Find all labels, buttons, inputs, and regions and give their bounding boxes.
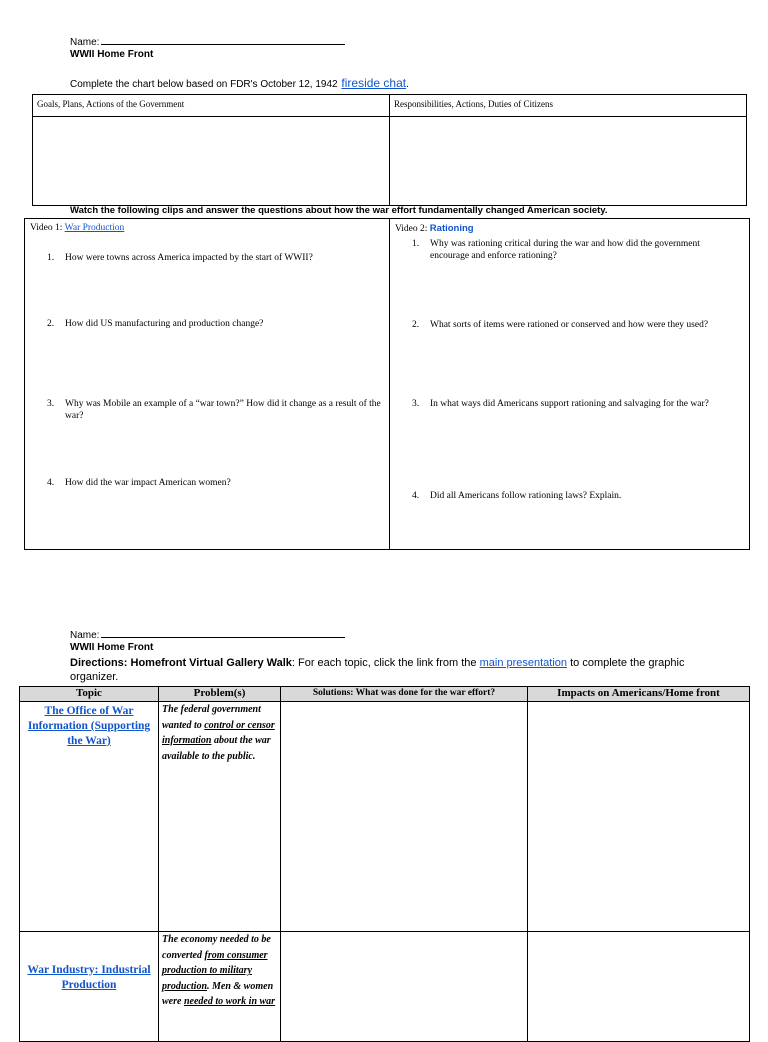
instruction-text: Complete the chart below based on FDR's October 12, 1942 [70,79,338,90]
underlined-phrase: from consumer production to military production [162,949,268,992]
worksheet-title: WWII Home Front [70,49,154,60]
name-field-2[interactable] [70,628,345,641]
name-blank-line[interactable] [101,35,345,45]
war-production-link[interactable]: War Production [64,223,125,233]
citizen-duties-header: Responsibilities, Actions, Duties of Citizens [390,95,747,117]
impacts-answer-cell[interactable] [528,932,750,1042]
clips-instruction: Watch the following clips and answer the questions about how the war effort fundamentally changed American society. [70,205,608,216]
worksheet-title-2: WWII Home Front [70,642,154,653]
name-blank-line[interactable] [101,628,345,638]
video-questions-chart [24,218,750,550]
solutions-answer-cell[interactable] [281,932,528,1042]
government-goals-answer-cell[interactable] [33,117,390,206]
topic-cell [20,932,159,1042]
video-1-cell[interactable]: Video 1: War Production 1. How were towns across America impacted by the start of WWII? 2. How did US manufacturing and production change? 3. Why was Mobile an example of a “war town?” How did it change as a result of the war? 4. How did the war impact American women? [25,219,390,550]
problem-cell: The federal government wanted to control or censor information about the war available to the public. [159,702,281,932]
video-2-cell[interactable]: Video 2: Rationing 1. Why was rationing critical during the war and how did the government encourage and enforce rationing? 2. What sorts of items were rationed or conserved and how were they used? 3. In what ways did Americans support rationing and salvaging for the war? 4. Did all Americans follow rationing laws? Explain. [390,219,750,550]
directions-suffix: to complete the graphic organizer. [70,657,685,683]
citizen-duties-answer-cell[interactable] [390,117,747,206]
directions-label: Directions: Homefront Virtual Gallery Walk [70,657,292,669]
video-2-title [395,223,474,234]
chart-instruction [70,76,409,90]
topic-header: Topic [20,687,159,702]
government-goals-header: Goals, Plans, Actions of the Government [33,95,390,117]
underlined-phrase: control or censor information [162,719,275,746]
gallery-walk-organizer [19,686,750,1042]
name-label: Name: [70,630,100,641]
video-1-title [30,223,124,233]
problem-header: Problem(s) [159,687,281,702]
name-label: Name: [70,37,100,48]
name-field-1[interactable] [70,35,345,48]
office-of-war-information-link[interactable]: The Office of War Information (Supporting the War) [27,705,151,747]
video-1-label: Video 1: [30,223,63,233]
topic-cell [20,702,159,932]
fireside-chat-link[interactable]: fireside chat [341,76,407,90]
solutions-header: Solutions: What was done for the war effort? [281,687,528,702]
rationing-link[interactable]: Rationing [429,223,474,234]
gallery-walk-directions [70,656,710,684]
instruction-period: . [406,79,409,90]
problem-cell: The economy needed to be converted from consumer production to military production. Men & women were needed to work in war [159,932,281,1042]
fdr-chart [32,94,747,206]
table-row [20,932,750,1042]
solutions-answer-cell[interactable] [281,702,528,932]
video-2-label: Video 2: [395,224,428,234]
impacts-answer-cell[interactable] [528,702,750,932]
impacts-header: Impacts on Americans/Home front [528,687,750,702]
main-presentation-link[interactable]: main presentation [479,657,568,669]
table-row [20,702,750,932]
directions-text: : For each topic, click the link from the [291,657,477,669]
war-industry-link[interactable]: War Industry: Industrial Production [27,963,151,991]
underlined-phrase: needed to work in war [183,996,276,1007]
